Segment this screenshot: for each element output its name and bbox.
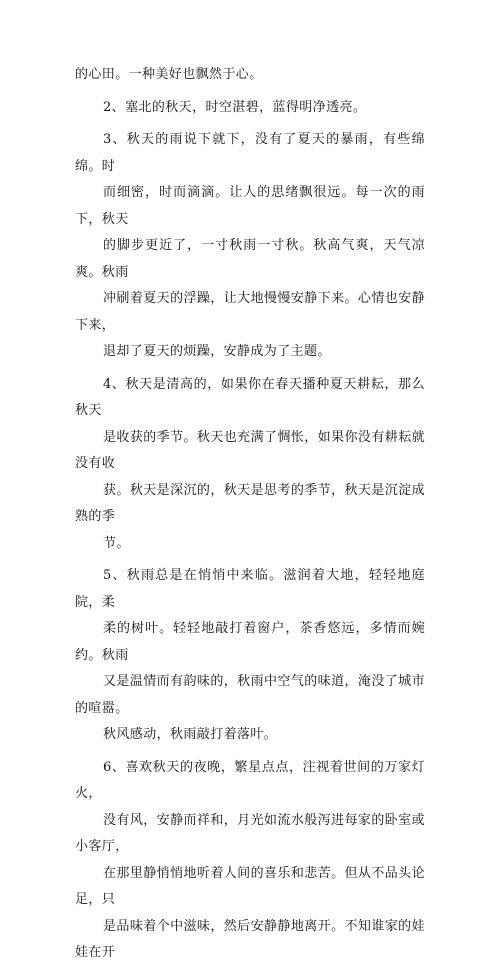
text-line: 2、塞北的秋天，时空湛碧，蓝得明净透亮。 xyxy=(103,99,367,115)
paragraph-5 xyxy=(75,563,425,749)
text-line: 5、秋雨总是在悄悄中来临。滋润着大地，轻轻地庭院，柔 xyxy=(75,568,425,610)
text-line: 秋风感动，秋雨敲打着落叶。 xyxy=(103,727,278,742)
text-line: 的脚步更近了，一寸秋雨一寸秋。秋高气爽，天气凉爽。秋雨 xyxy=(75,238,425,280)
text-line: 6、喜欢秋天的夜晚，繁星点点，注视着世间的万家灯火， xyxy=(75,759,425,801)
text-line: 3、秋天的雨说下就下，没有了夏天的暴雨，有些绵绵。时 xyxy=(75,132,425,174)
paragraph-4 xyxy=(75,372,425,558)
text-line: 的心田。一种美好也飘然于心。 xyxy=(75,67,263,82)
text-line: 又是温情而有韵味的，秋雨中空气的味道，淹没了城市的喧嚣。 xyxy=(75,674,425,716)
text-line: 是品味着个中滋味，然后安静静地离开。不知谁家的娃娃在开 xyxy=(75,918,425,960)
text-line: 没有风，安静而祥和，月光如流水般泻进每家的卧室或小客厅， xyxy=(75,812,425,854)
text-line: 是收获的季节。秋天也充满了惆怅，如果你没有耕耘就没有收 xyxy=(75,429,425,471)
paragraph-6 xyxy=(75,755,425,967)
paragraph-2 xyxy=(75,95,425,122)
paragraph-3 xyxy=(75,127,425,366)
paragraph-continuation xyxy=(75,62,425,89)
text-line: 4、秋天是清高的，如果你在春天播种夏天耕耘，那么秋天 xyxy=(75,376,425,418)
text-line: 节。 xyxy=(103,535,130,551)
article-body xyxy=(75,62,425,973)
text-line: 而细密，时而滴滴。让人的思绪飘很远。每一次的雨下，秋天 xyxy=(75,185,425,227)
text-line: 退却了夏天的烦躁，安静成为了主题。 xyxy=(103,344,331,359)
text-line: 柔的树叶。轻轻地敲打着窗户，茶香悠远，多情而婉约。秋雨 xyxy=(75,621,425,663)
text-line: 冲刷着夏天的浮躁，让大地慢慢安静下来。心情也安静下来， xyxy=(75,291,425,333)
text-line: 获。秋天是深沉的，秋天是思考的季节，秋天是沉淀成熟的季 xyxy=(75,482,425,524)
text-line: 在那里静悄悄地听着人间的喜乐和悲苦。但从不品头论足，只 xyxy=(75,865,425,907)
